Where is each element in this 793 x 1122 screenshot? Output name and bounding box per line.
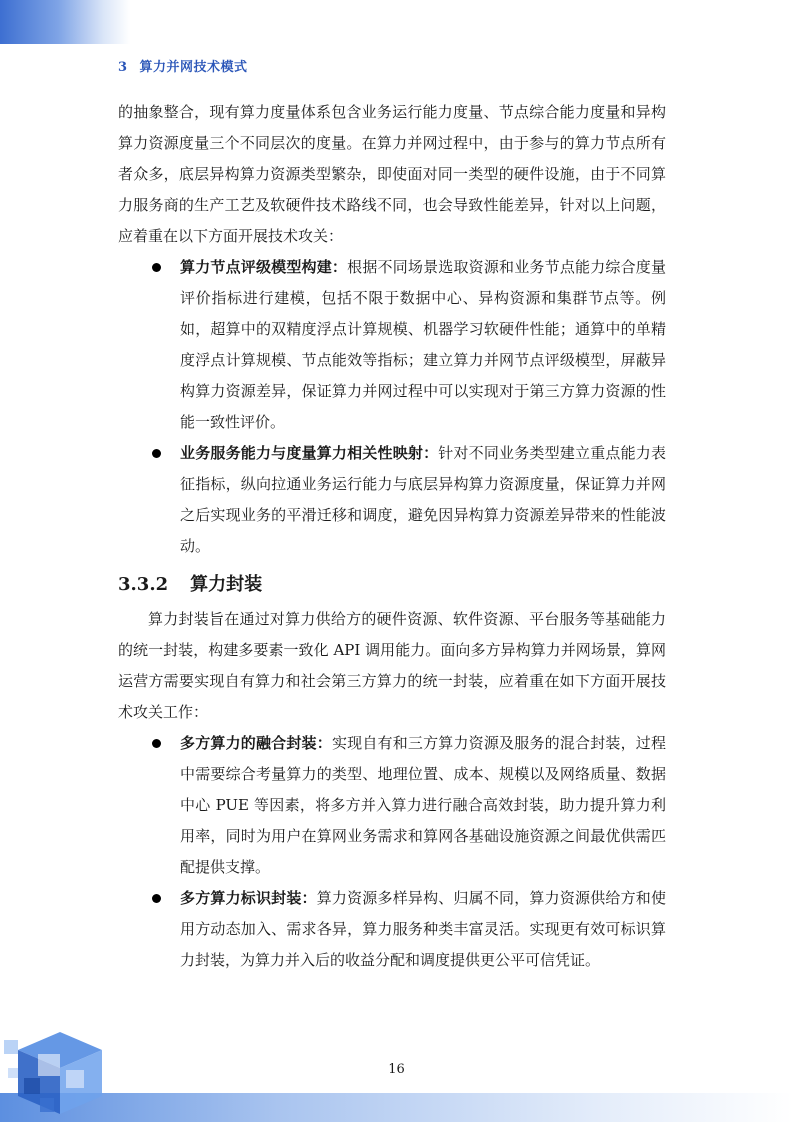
bullet-text: 算力资源多样异构、归属不同，算力资源供给方和使用方动态加入、需求各异，算力服务种类丰富灵活。实现更有效可标识算力封装，为算力并入后的收益分配和调度提供更公平可信凭证。: [180, 889, 666, 969]
bullet-item: [118, 438, 666, 562]
section-number: 3.3.2: [118, 574, 169, 595]
bullet-dot-icon: [152, 894, 161, 903]
bullet-text: 针对不同业务类型建立重点能力表征指标，纵向拉通业务运行能力与底层异构算力资源度量，保证算力并网之后实现业务的平滑迁移和调度，避免因异构算力资源差异带来的性能波动。: [180, 444, 666, 555]
bullet-title: 业务服务能力与度量算力相关性映射：: [180, 444, 439, 462]
bullet-title: 多方算力的融合封装：: [180, 734, 332, 752]
bullet-item: [118, 883, 666, 976]
bullet-list-2: [118, 728, 666, 976]
bullet-dot-icon: [152, 263, 161, 272]
section-paragraph: 算力封装旨在通过对算力供给方的硬件资源、软件资源、平台服务等基础能力的统一封装，构建多要素一致化 API 调用能力。面向多方异构算力并网场景，算网运营方需要实现自有算力和社会第三方算力的统一封装，应着重在如下方面开展技术攻关工作：: [118, 610, 666, 721]
section-heading: [118, 569, 666, 601]
bullet-title: 多方算力标识封装：: [180, 889, 317, 907]
chapter-title: 算力并网技术模式: [139, 60, 248, 75]
page-body: [118, 97, 666, 976]
page-number: 16: [388, 1062, 405, 1077]
bullet-item: [118, 252, 666, 438]
bullet-text: 实现自有和三方算力资源及服务的混合封装，过程中需要综合考量算力的类型、地理位置、成本、规模以及网络质量、数据中心 PUE 等因素，将多方并入算力进行融合高效封装，助力提升算力利用率，同时为用户在算网业务需求和算网各基础设施资源之间最优供需匹配提供支撑。: [180, 734, 666, 876]
intro-paragraph: 的抽象整合，现有算力度量体系包含业务运行能力度量、节点综合能力度量和异构算力资源度量三个不同层次的度量。在算力并网过程中，由于参与的算力节点所有者众多，底层异构算力资源类型繁杂，即使面对同一类型的硬件设施，由于不同算力服务商的生产工艺及软硬件技术路线不同，也会导致性能差异，针对以上问题，应着重在以下方面开展技术攻关：: [118, 103, 666, 245]
bullet-dot-icon: [152, 739, 161, 748]
bullet-item: [118, 728, 666, 883]
running-header: [118, 56, 248, 75]
corner-decoration: [0, 0, 130, 44]
bullet-list-1: [118, 252, 666, 562]
bullet-title: 算力节点评级模型构建：: [180, 258, 348, 276]
chapter-number: 3: [118, 60, 128, 75]
bullet-text: 根据不同场景选取资源和业务节点能力综合度量评价指标进行建模，包括不限于数据中心、异构资源和集群节点等。例如，超算中的双精度浮点计算规模、机器学习软硬件性能；通算中的单精度浮点计算规模、节点能效等指标；建立算力并网节点评级模型，屏蔽异构算力资源差异，保证算力并网过程中可以实现对于第三方算力资源的性能一致性评价。: [180, 258, 666, 431]
section-title: 算力封装: [190, 574, 263, 595]
bullet-dot-icon: [152, 449, 161, 458]
